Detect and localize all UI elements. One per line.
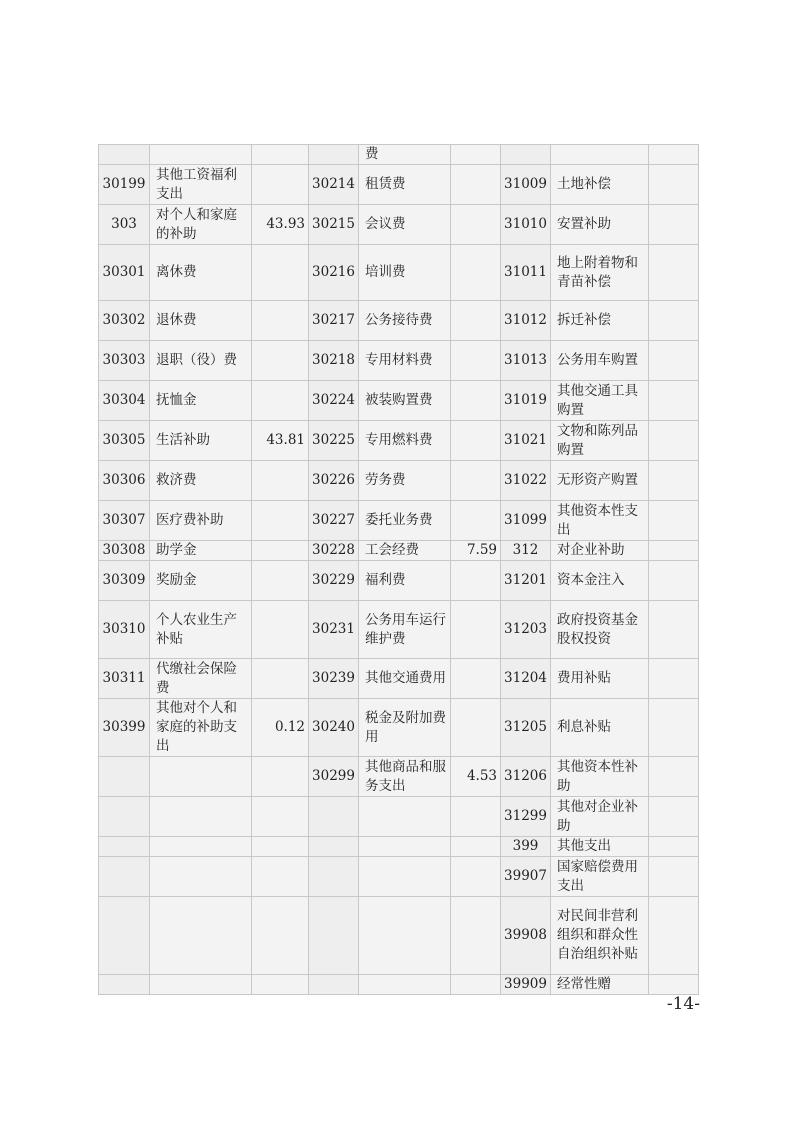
row-code-cell: 31206 (501, 757, 551, 797)
row-item-cell: 资本金注入 (551, 561, 649, 601)
row-item-cell: 文物和陈列品购置 (551, 421, 649, 461)
row-code-cell: 30239 (309, 659, 359, 699)
row-item-cell (150, 757, 252, 797)
row-code-cell: 30307 (99, 501, 150, 541)
row-item-cell: 专用燃料费 (359, 421, 451, 461)
row-code-cell: 30225 (309, 421, 359, 461)
row-item-cell: 被装购置费 (359, 381, 451, 421)
row-code-cell: 31204 (501, 659, 551, 699)
row-code-cell: 30309 (99, 561, 150, 601)
row-amount-cell (451, 245, 501, 301)
row-code-cell: 30218 (309, 341, 359, 381)
table-row (99, 421, 699, 461)
row-amount-cell (252, 165, 309, 205)
row-amount-cell (649, 501, 699, 541)
row-code-cell: 31022 (501, 461, 551, 501)
row-item-cell: 政府投资基金股权投资 (551, 601, 649, 659)
row-code-cell: 303 (99, 205, 150, 245)
row-code-cell: 30299 (309, 757, 359, 797)
row-item-cell: 公务接待费 (359, 301, 451, 341)
row-amount-cell (252, 561, 309, 601)
row-item-cell: 代缴社会保险费 (150, 659, 252, 699)
row-code-cell: 30217 (309, 301, 359, 341)
row-item-cell (359, 837, 451, 857)
row-code-cell: 31299 (501, 797, 551, 837)
row-item-cell: 土地补偿 (551, 165, 649, 205)
row-item-cell: 培训费 (359, 245, 451, 301)
row-code-cell: 30306 (99, 461, 150, 501)
row-code-cell: 30231 (309, 601, 359, 659)
row-item-cell: 其他交通工具购置 (551, 381, 649, 421)
row-item-cell: 其他工资福利支出 (150, 165, 252, 205)
row-amount-cell (252, 301, 309, 341)
row-code-cell (309, 797, 359, 837)
table-row (99, 659, 699, 699)
row-code-cell: 30227 (309, 501, 359, 541)
row-item-cell: 费 (359, 145, 451, 165)
row-item-cell: 专用材料费 (359, 341, 451, 381)
row-code-cell (309, 975, 359, 995)
table-row (99, 797, 699, 837)
table-row (99, 561, 699, 601)
row-amount-cell: 7.59 (451, 541, 501, 561)
row-amount-cell: 0.12 (252, 699, 309, 757)
row-item-cell: 医疗费补助 (150, 501, 252, 541)
row-code-cell: 31205 (501, 699, 551, 757)
row-code-cell: 31019 (501, 381, 551, 421)
row-code-cell: 39909 (501, 975, 551, 995)
row-amount-cell (451, 897, 501, 975)
row-amount-cell (252, 245, 309, 301)
row-item-cell: 对个人和家庭的补助 (150, 205, 252, 245)
row-amount-cell (451, 975, 501, 995)
row-amount-cell (252, 975, 309, 995)
row-amount-cell (451, 301, 501, 341)
row-item-cell (150, 857, 252, 897)
table-row (99, 205, 699, 245)
table-row (99, 381, 699, 421)
row-code-cell: 39908 (501, 897, 551, 975)
row-item-cell: 救济费 (150, 461, 252, 501)
row-code-cell: 312 (501, 541, 551, 561)
row-code-cell (309, 897, 359, 975)
row-code-cell: 399 (501, 837, 551, 857)
table-row (99, 601, 699, 659)
row-amount-cell (252, 461, 309, 501)
row-code-cell: 30302 (99, 301, 150, 341)
row-code-cell: 30308 (99, 541, 150, 561)
row-item-cell: 委托业务费 (359, 501, 451, 541)
row-code-cell: 31099 (501, 501, 551, 541)
row-item-cell (359, 975, 451, 995)
row-code-cell: 30399 (99, 699, 150, 757)
table-row (99, 341, 699, 381)
row-item-cell: 其他资本性支出 (551, 501, 649, 541)
row-amount-cell (451, 461, 501, 501)
row-code-cell: 30311 (99, 659, 150, 699)
row-amount-cell (451, 421, 501, 461)
table-row (99, 837, 699, 857)
row-item-cell: 其他交通费用 (359, 659, 451, 699)
row-code-cell (99, 797, 150, 837)
row-code-cell: 31203 (501, 601, 551, 659)
expenditure-classification-table (98, 144, 699, 995)
row-item-cell: 公务用车运行维护费 (359, 601, 451, 659)
row-item-cell: 生活补助 (150, 421, 252, 461)
row-code-cell: 31201 (501, 561, 551, 601)
row-item-cell: 费用补贴 (551, 659, 649, 699)
row-item-cell: 国家赔偿费用支出 (551, 857, 649, 897)
row-amount-cell (649, 301, 699, 341)
row-code-cell: 30199 (99, 165, 150, 205)
row-item-cell: 退职（役）费 (150, 341, 252, 381)
row-code-cell: 30305 (99, 421, 150, 461)
table-row (99, 461, 699, 501)
row-amount-cell (451, 601, 501, 659)
table-row (99, 857, 699, 897)
row-code-cell: 30216 (309, 245, 359, 301)
row-item-cell: 退休费 (150, 301, 252, 341)
row-amount-cell (649, 245, 699, 301)
row-amount-cell (252, 659, 309, 699)
row-code-cell: 30228 (309, 541, 359, 561)
row-item-cell: 利息补贴 (551, 699, 649, 757)
row-amount-cell (451, 165, 501, 205)
row-amount-cell (649, 659, 699, 699)
row-amount-cell (252, 757, 309, 797)
row-amount-cell (451, 797, 501, 837)
row-amount-cell (252, 501, 309, 541)
row-amount-cell (252, 897, 309, 975)
row-item-cell: 个人农业生产补贴 (150, 601, 252, 659)
row-item-cell: 拆迁补偿 (551, 301, 649, 341)
row-amount-cell (649, 165, 699, 205)
row-item-cell (150, 145, 252, 165)
row-amount-cell (649, 541, 699, 561)
row-amount-cell (649, 797, 699, 837)
row-amount-cell (451, 659, 501, 699)
row-amount-cell (649, 857, 699, 897)
row-item-cell: 税金及附加费用 (359, 699, 451, 757)
row-amount-cell (252, 797, 309, 837)
row-item-cell: 租赁费 (359, 165, 451, 205)
row-code-cell: 31011 (501, 245, 551, 301)
row-item-cell (551, 145, 649, 165)
row-item-cell (150, 837, 252, 857)
row-amount-cell (252, 145, 309, 165)
row-code-cell: 31013 (501, 341, 551, 381)
row-item-cell: 奖励金 (150, 561, 252, 601)
row-code-cell (99, 757, 150, 797)
row-amount-cell (649, 341, 699, 381)
table-row (99, 245, 699, 301)
row-code-cell (99, 837, 150, 857)
row-amount-cell (451, 501, 501, 541)
row-amount-cell (252, 541, 309, 561)
row-code-cell: 30304 (99, 381, 150, 421)
row-amount-cell (451, 837, 501, 857)
row-code-cell: 30229 (309, 561, 359, 601)
row-code-cell: 30226 (309, 461, 359, 501)
row-amount-cell (252, 837, 309, 857)
row-item-cell (150, 897, 252, 975)
row-amount-cell (649, 381, 699, 421)
table-row (99, 897, 699, 975)
row-item-cell (359, 857, 451, 897)
row-code-cell: 30310 (99, 601, 150, 659)
row-item-cell: 公务用车购置 (551, 341, 649, 381)
row-item-cell (150, 975, 252, 995)
row-amount-cell (451, 561, 501, 601)
row-item-cell: 其他商品和服务支出 (359, 757, 451, 797)
row-item-cell: 抚恤金 (150, 381, 252, 421)
row-amount-cell (649, 145, 699, 165)
row-code-cell: 30301 (99, 245, 150, 301)
row-amount-cell: 43.93 (252, 205, 309, 245)
row-amount-cell (451, 341, 501, 381)
row-code-cell: 31009 (501, 165, 551, 205)
row-item-cell: 助学金 (150, 541, 252, 561)
row-item-cell: 地上附着物和青苗补偿 (551, 245, 649, 301)
row-code-cell (99, 975, 150, 995)
row-amount-cell (451, 381, 501, 421)
row-item-cell: 对企业补助 (551, 541, 649, 561)
row-code-cell: 30214 (309, 165, 359, 205)
row-amount-cell (649, 897, 699, 975)
row-code-cell: 31010 (501, 205, 551, 245)
table-row (99, 165, 699, 205)
row-code-cell (309, 857, 359, 897)
row-code-cell: 31021 (501, 421, 551, 461)
row-amount-cell (252, 381, 309, 421)
row-amount-cell (649, 837, 699, 857)
row-amount-cell (649, 601, 699, 659)
row-amount-cell (451, 699, 501, 757)
table-row (99, 301, 699, 341)
row-code-cell: 30303 (99, 341, 150, 381)
row-amount-cell (451, 205, 501, 245)
row-amount-cell (252, 601, 309, 659)
row-amount-cell (649, 699, 699, 757)
row-amount-cell (252, 341, 309, 381)
row-amount-cell (649, 975, 699, 995)
table-row (99, 757, 699, 797)
row-item-cell: 福利费 (359, 561, 451, 601)
table-row (99, 699, 699, 757)
row-code-cell: 30215 (309, 205, 359, 245)
row-item-cell: 离休费 (150, 245, 252, 301)
row-amount-cell (252, 857, 309, 897)
row-amount-cell: 4.53 (451, 757, 501, 797)
row-item-cell: 其他支出 (551, 837, 649, 857)
row-item-cell: 其他对个人和家庭的补助支出 (150, 699, 252, 757)
row-amount-cell: 43.81 (252, 421, 309, 461)
row-item-cell: 劳务费 (359, 461, 451, 501)
page-number: -14- (666, 994, 700, 1014)
row-amount-cell (649, 461, 699, 501)
row-amount-cell (649, 421, 699, 461)
row-item-cell (359, 797, 451, 837)
row-amount-cell (649, 561, 699, 601)
table-row (99, 501, 699, 541)
row-item-cell: 无形资产购置 (551, 461, 649, 501)
row-code-cell: 31012 (501, 301, 551, 341)
row-item-cell: 对民间非营利组织和群众性自治组织补贴 (551, 897, 649, 975)
row-item-cell: 会议费 (359, 205, 451, 245)
row-amount-cell (451, 857, 501, 897)
table-row (99, 541, 699, 561)
row-amount-cell (649, 205, 699, 245)
row-code-cell: 39907 (501, 857, 551, 897)
row-code-cell (309, 837, 359, 857)
row-code-cell (309, 145, 359, 165)
row-code-cell (99, 145, 150, 165)
row-item-cell: 经常性赠 (551, 975, 649, 995)
row-code-cell (99, 857, 150, 897)
table-row (99, 975, 699, 995)
row-item-cell: 安置补助 (551, 205, 649, 245)
row-amount-cell (649, 757, 699, 797)
table-row (99, 145, 699, 165)
row-item-cell: 其他资本性补助 (551, 757, 649, 797)
row-item-cell: 工会经费 (359, 541, 451, 561)
row-code-cell (99, 897, 150, 975)
row-item-cell (150, 797, 252, 837)
row-item-cell (359, 897, 451, 975)
row-code-cell: 30240 (309, 699, 359, 757)
row-item-cell: 其他对企业补助 (551, 797, 649, 837)
row-code-cell: 30224 (309, 381, 359, 421)
row-amount-cell (451, 145, 501, 165)
row-code-cell (501, 145, 551, 165)
